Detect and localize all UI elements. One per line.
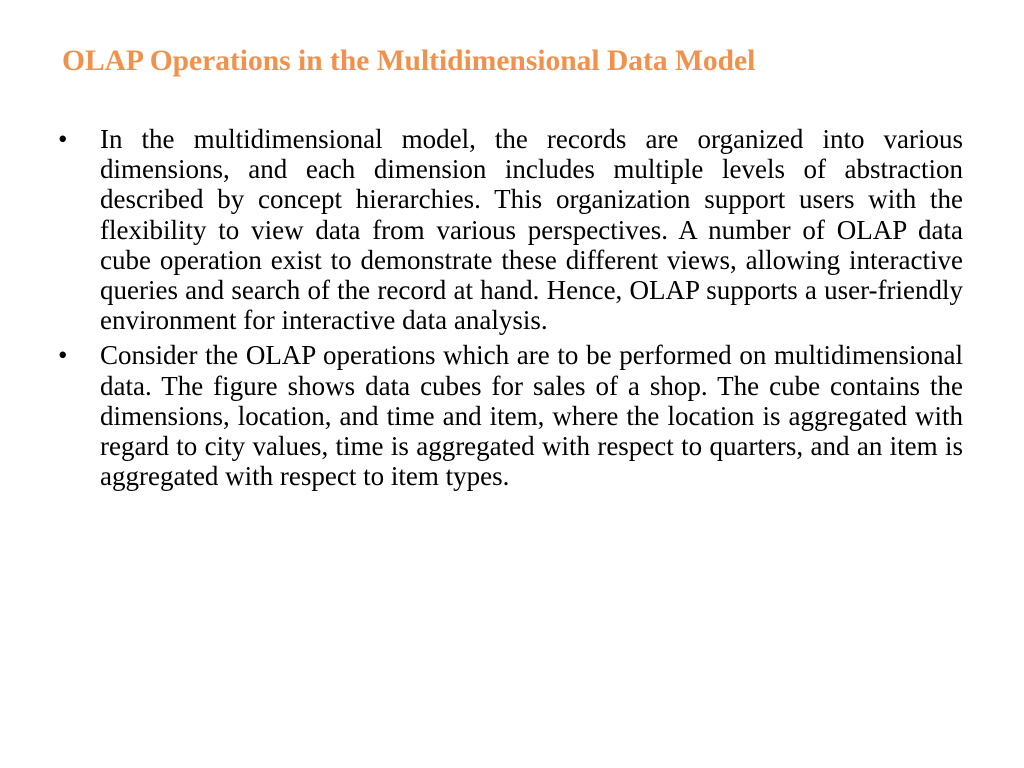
bullet-text: Consider the OLAP operations which are to be performed on multidimensional data. The figure shows data cubes for sales of a shop. The cube contains the dimensions, location, and time and item, where the location is aggregated with regard to city values, time is aggregated with respect to quarters, and an item is aggregated with respect to item types. xyxy=(100,340,963,492)
bullet-text: In the multidimensional model, the records are organized into various dimensions, and each dimension includes multiple levels of abstraction described by concept hierarchies. This organization support users with the flexibility to view data from various perspectives. A number of OLAP data cube operation exist to demonstrate these different views, allowing interactive queries and search of the record at hand. Hence, OLAP supports a user-friendly environment for interactive data analysis. xyxy=(100,124,963,336)
bullet-item-olap-operations xyxy=(58,340,963,491)
bullet-marker-icon: • xyxy=(58,124,68,154)
bullet-item-multidimensional-model xyxy=(58,124,963,335)
bullet-list xyxy=(58,124,963,496)
slide-title: OLAP Operations in the Multidimensional Data Model xyxy=(62,45,756,77)
bullet-marker-icon: • xyxy=(58,340,68,371)
